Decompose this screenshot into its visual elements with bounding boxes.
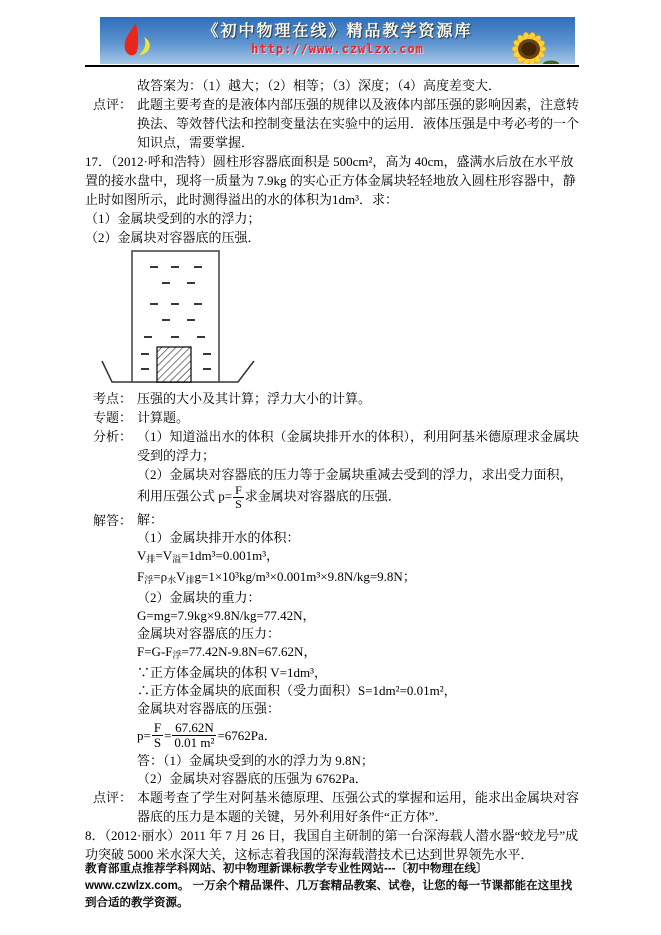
previous-comment-block (85, 95, 579, 152)
solution-line: 金属块对容器底的压力： (137, 626, 281, 641)
solution-line: G=mg=7.9kg×9.8N/kg=77.42N， (137, 608, 316, 623)
problem-8-statement: 8．（2012·丽水）2011 年 7 月 26 日，我国自主研制的第一台深海载人潜水器“蛟龙号”成功突破 5000 米水深大关，这标志着我国的深海载潜技术已达到世界领先水平． (85, 828, 579, 862)
fraction-f-over-s: $\frac{F}{S}$ (153, 720, 162, 750)
fraction-f-over-s: $\frac{F}{S}$ (235, 483, 242, 511)
problem-17-statement: 17．（2012·呼和浩特）圆柱形容器底面积是 500cm²，高为 40cm，盛满水后放在水平放置的接水盘中，现将一质量为 7.9kg 的实心正方体金属块轻轻地放入圆柱形容器中，静止时如图所示，此时测得溢出的水的体积为1dm³．求： (85, 154, 576, 207)
metal-block-shape (157, 347, 191, 382)
zhuanti-block (85, 408, 579, 427)
problem-17-question-1: （1）金属块受到的水的浮力； (85, 211, 261, 226)
solution-line: V排=V溢=1dm³=0.001m³， (137, 548, 280, 564)
comment-text: 此题主要考查的是液体内部压强的规律以及液体内部压强的影响因素，注意转换法、等效替代法和控制变量法在实验中的运用．液体压强是中考必考的一个知识点，需要掌握． (137, 97, 580, 150)
document-content (85, 76, 579, 864)
problem-17-figure (97, 249, 579, 385)
solution-line: ∴正方体金属块的底面积（受力面积）S=1dm²=0.01m²， (137, 683, 457, 698)
banner-title: 《初中物理在线》精品教学资源库 (202, 23, 473, 40)
banner-url: http://www.czwlzx.com (251, 42, 424, 56)
site-logo-flame-icon (114, 20, 160, 62)
review-block (85, 788, 579, 826)
fenxi-label: 分析： (93, 429, 133, 444)
comment-label: 点评： (93, 97, 133, 112)
review-label: 点评： (93, 790, 133, 805)
solution-line: 金属块对容器底的压强： (137, 701, 281, 716)
header-divider (85, 65, 579, 67)
solution-jie: 解： (137, 512, 164, 527)
solution-label: 解答： (93, 513, 133, 528)
solution-block (85, 511, 579, 788)
previous-answer-line: 故答案为：（1）越大；（2）相等；（3）深度；（4）高度差变大． (137, 78, 502, 93)
final-answer-1: 答：（1）金属块受到的水的浮力为 9.8N； (137, 753, 374, 768)
footer-note: 教育部重点推荐学科网站、初中物理新课标教学专业性网站---〔初中物理在线〕www.czwlzx.com。 一万余个精品课件、几万套精品教案、试卷，让您的每一节课都能在这里找到合适的教学资源。 (85, 863, 573, 909)
kaodian-text: 压强的大小及其计算；浮力大小的计算。 (137, 391, 372, 406)
site-banner (100, 17, 575, 64)
kaodian-label: 考点： (93, 391, 133, 406)
solution-line: F=G-F浮=77.42N-9.8N=67.62N， (137, 644, 317, 660)
solution-line: （2）金属块的重力： (137, 590, 261, 605)
kaodian-block (85, 389, 579, 408)
fraction-numeric: $\frac{67.62N}{\text{0.01 m²}}$ (174, 720, 215, 750)
fenxi-item-1: （1）知道溢出水的体积（金属块排开水的体积），利用阿基米德原理求金属块受到的浮力； (137, 429, 580, 463)
solution-line: （1）金属块排开水的体积： (137, 530, 300, 545)
review-text: 本题考查了学生对阿基米德原理、压强公式的掌握和运用，能求出金属块对容器底的压力是本题的关键，另外利用好条件“正方体”． (137, 790, 580, 824)
solution-line: F浮=ρ水V排g=1×10³kg/m³×0.001m³×9.8N/kg=9.8N； (137, 569, 416, 585)
solution-line: ∵正方体金属块的体积 V=1dm³， (137, 665, 327, 680)
final-answer-2: （2）金属块对容器底的压强为 6762Pa． (137, 771, 368, 786)
zhuanti-label: 专题： (93, 410, 133, 425)
problem-17-question-2: （2）金属块对容器底的压强． (85, 230, 261, 245)
fenxi-item-2: （2）金属块对容器底的压力等于金属块重减去受到的浮力，求出受力面积，利用压强公式 p= $\frac{F}{S}$ 求金属块对容器底的压强． (137, 467, 573, 511)
zhuanti-text: 计算题。 (137, 410, 190, 425)
fenxi-block (85, 427, 579, 511)
leaf-shape (543, 61, 559, 65)
pressure-calculation-formula: p= $\frac{F}{S}$ = $\frac{67.62N}{\text{0.01 m²}}$ =6762Pa． (137, 720, 277, 750)
sunflower-icon (489, 23, 573, 64)
